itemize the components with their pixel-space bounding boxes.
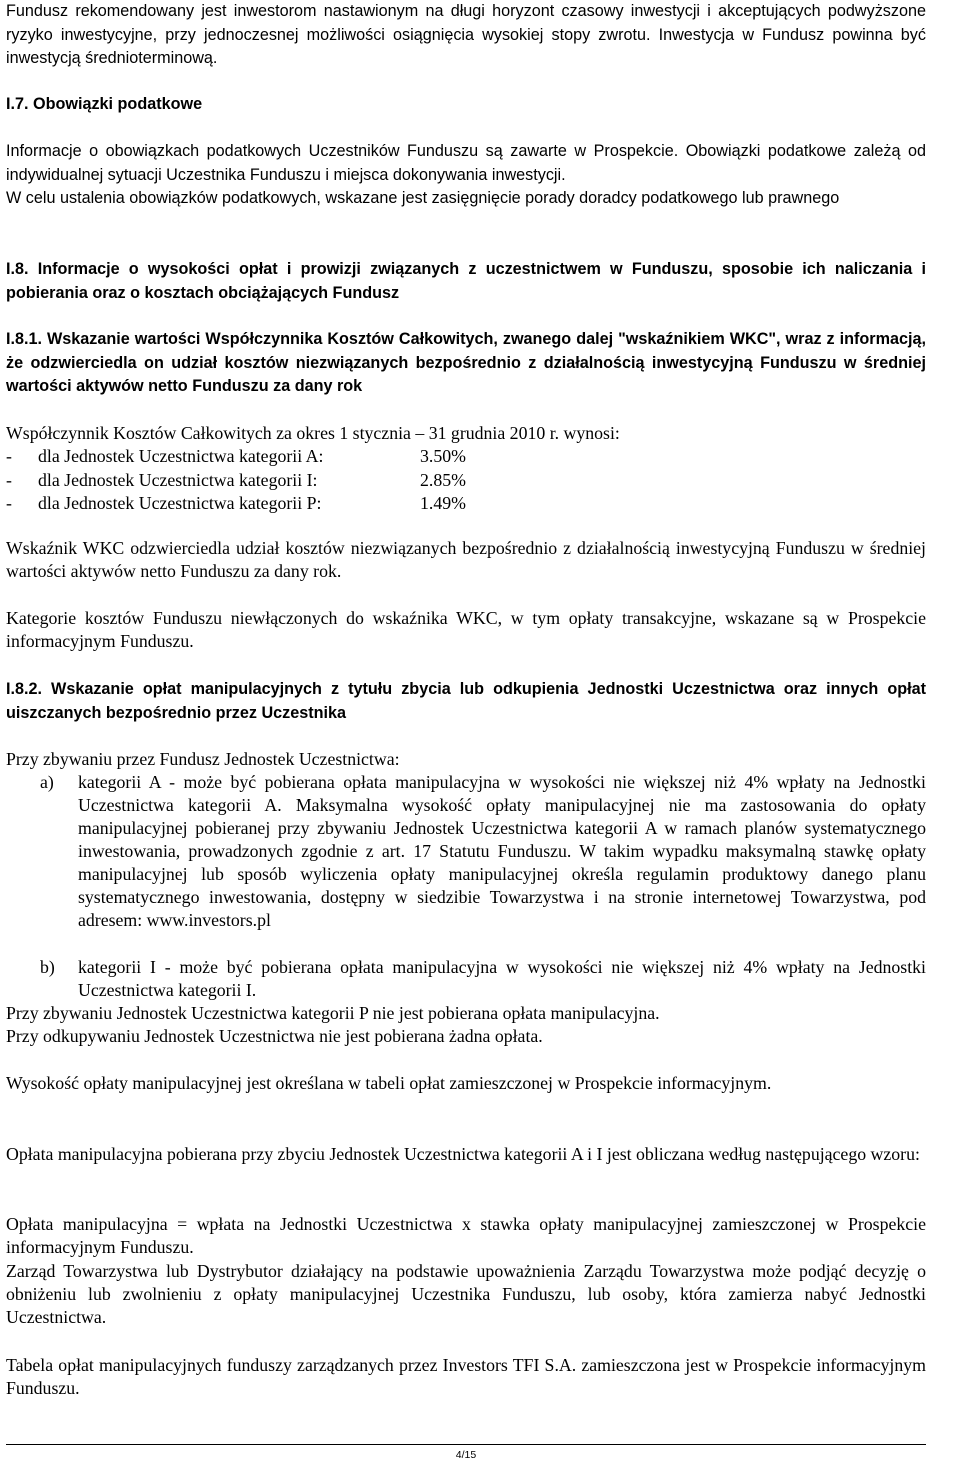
sale-intro: Przy zbywaniu przez Fundusz Jednostek Uczestnictwa: xyxy=(6,749,400,769)
section-heading-handling-fees: I.8.2. Wskazanie opłat manipulacyjnych z tytułu zbycia lub odkupienia Jednostki Uczestnictwa oraz innych opłat uiszczanych bezpośrednio przez Uczestnika xyxy=(6,680,926,722)
list-dash: - xyxy=(6,493,12,513)
list-dash: - xyxy=(6,446,12,466)
category-p-line: Przy zbywaniu Jednostek Uczestnictwa kategorii P nie jest pobierana opłata manipulacyjna. xyxy=(6,1003,660,1023)
formula-paragraph: Opłata manipulacyjna = wpłata na Jednostki Uczestnictwa x stawka opłaty manipulacyjnej zamieszczonej w Prospekcie informacyjnym Funduszu. xyxy=(6,1214,926,1257)
list-item xyxy=(6,771,926,932)
rate-label: dla Jednostek Uczestnictwa kategorii I: xyxy=(38,469,318,490)
wkc-rate-item xyxy=(6,469,606,493)
rate-value: 3.50% xyxy=(420,446,466,466)
fee-table-paragraph: Tabela opłat manipulacyjnych funduszy zarządzanych przez Investors TFI S.A. zamieszczona jest w Prospekcie informacyjnym Funduszu. xyxy=(6,1355,926,1398)
tax-paragraph-1: Informacje o obowiązkach podatkowych Uczestników Funduszu są zawarte w Prospekcie. Obowiązki podatkowe zależą od indywidualnej sytuacji Uczestnika Funduszu i miejsca dokonywania inwestycji. xyxy=(6,142,926,184)
rate-label: dla Jednostek Uczestnictwa kategorii A: xyxy=(38,446,324,466)
cost-categories-paragraph: Kategorie kosztów Funduszu niewłączonych do wskaźnika WKC, w tym opłaty transakcyjne, wskazane są w Prospekcie informacyjnym Funduszu. xyxy=(6,608,926,651)
board-decision-paragraph: Zarząd Towarzystwa lub Dystrybutor działający na podstawie upoważnienia Zarządu Towarzystwa może podjąć decyzję o obniżeniu lub zwolnieniu z opłaty manipulacyjnej Uczestnika Funduszu, lub osoby, która zamierza nabyć Jednostki Uczestnictwa. xyxy=(6,1261,926,1327)
redemption-line: Przy odkupywaniu Jednostek Uczestnictwa nie jest pobierana żadna opłata. xyxy=(6,1026,543,1046)
footer-divider xyxy=(6,1444,926,1445)
fee-amount-paragraph: Wysokość opłaty manipulacyjnej jest określana w tabeli opłat zamieszczonej w Prospekcie informacyjnym. xyxy=(6,1073,772,1093)
list-dash: - xyxy=(6,469,12,490)
list-marker: a) xyxy=(40,772,54,792)
wkc-intro: Współczynnik Kosztów Całkowitych za okres 1 stycznia – 31 grudnia 2010 r. wynosi: xyxy=(6,423,620,443)
intro-paragraph: Fundusz rekomendowany jest inwestorom nastawionym na długi horyzont czasowy inwestycji i akceptujących podwyższone ryzyko inwestycyjne, przy jednoczesnej możliwości osiągnięcia wysokiej stopy zwrotu. Inwestycja w Fundusz powinna być inwestycją średnioterminową. xyxy=(6,2,926,67)
list-marker: b) xyxy=(40,957,55,977)
page-number: 4/15 xyxy=(455,1449,477,1461)
rate-value: 2.85% xyxy=(420,469,466,490)
tax-paragraph-2: W celu ustalenia obowiązków podatkowych, wskazane jest zasięgnięcie porady doradcy podatkowego lub prawnego xyxy=(6,189,840,207)
wkc-rate-list xyxy=(6,445,606,516)
section-heading-wkc: I.8.1. Wskazanie wartości Współczynnika Kosztów Całkowitych, zwanego dalej "wskaźnikiem WKC", wraz z informacją, że odzwierciedla on udział kosztów niezwiązanych bezpośrednio z działalnością inwestycyjną Funduszu w średniej wartości aktywów netto Funduszu za dany rok xyxy=(6,330,926,395)
list-item xyxy=(6,956,926,1002)
wkc-rate-item xyxy=(6,445,606,469)
formula-intro-paragraph: Opłata manipulacyjna pobierana przy zbyciu Jednostek Uczestnictwa kategorii A i I jest obliczana według następującego wzoru: xyxy=(6,1144,920,1164)
wkc-explanation: Wskaźnik WKC odzwierciedla udział kosztów niezwiązanych bezpośrednio z działalnością inwestycyjną Funduszu w średniej wartości aktywów netto Funduszu za dany rok. xyxy=(6,538,926,581)
rate-value: 1.49% xyxy=(420,493,466,513)
rate-label: dla Jednostek Uczestnictwa kategorii P: xyxy=(38,493,322,513)
list-item-text: kategorii I - może być pobierana opłata manipulacyjna w wysokości nie większej niż 4% wpłaty na Jednostki Uczestnictwa kategorii I. xyxy=(78,957,926,1000)
section-heading-fees: I.8. Informacje o wysokości opłat i prowizji związanych z uczestnictwem w Funduszu, sposobie ich naliczania i pobierania oraz o kosztach obciążających Fundusz xyxy=(6,260,926,302)
wkc-rate-item xyxy=(6,492,606,516)
list-item-text: kategorii A - może być pobierana opłata manipulacyjna w wysokości nie większej niż 4% wpłaty na Jednostki Uczestnictwa kategorii A. Maksymalna wysokość opłaty manipulacyjnej nie ma zastosowania do opłaty manipulacyjnej pobieranej przy zbywaniu Jednostek Uczestnictwa kategorii A w ramach planów systematycznego inwestowania, prowadzonych zgodnie z art. 17 Statutu Funduszu. W takim wypadku maksymalną stawkę opłaty manipulacyjnej lub sposób wyliczenia opłaty manipulacyjnej określa regulamin produktowy danego planu systematycznego inwestowania, dostępny w siedzibie Towarzystwa i na stronie internetowej Towarzystwa, pod adresem: www.investors.pl xyxy=(78,772,926,930)
section-heading-tax: I.7. Obowiązki podatkowe xyxy=(6,95,203,113)
